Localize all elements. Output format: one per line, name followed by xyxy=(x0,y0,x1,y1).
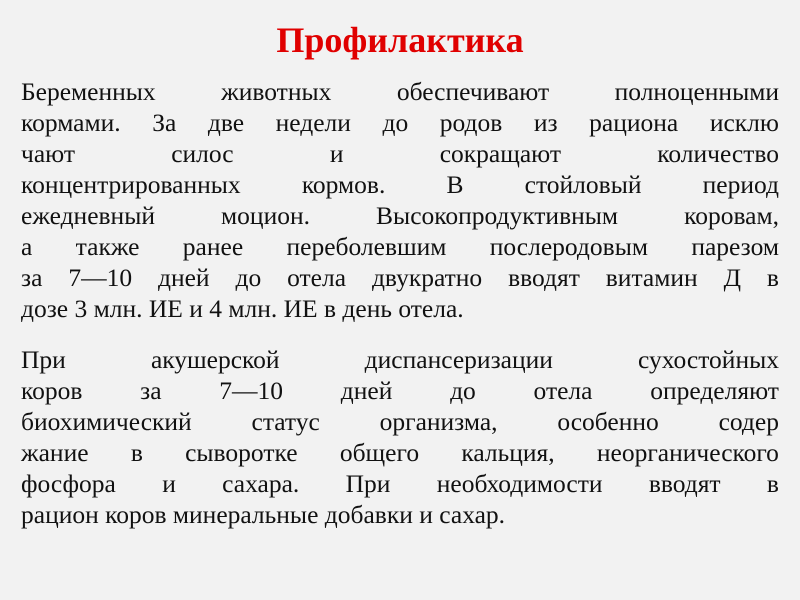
text-line: коров за 7—10 дней до отела определяют xyxy=(21,376,779,405)
text-line: кормами. За две недели до родов из рациона исклю xyxy=(21,108,779,137)
text-line: чают силос и сокращают количество xyxy=(21,139,779,168)
text-line: дозе 3 млн. ИЕ и 4 млн. ИЕ в день отела. xyxy=(21,294,464,323)
text-line: за 7—10 дней до отела двукратно вводят витамин Д в xyxy=(21,263,779,292)
text-line: Беременных животных обеспечивают полноценными xyxy=(21,77,779,106)
slide-body xyxy=(21,76,779,530)
text-line: концентрированных кормов. В стойловый период xyxy=(21,170,779,199)
paragraph-gap xyxy=(21,324,779,344)
text-line: фосфора и сахара. При необходимости вводят в xyxy=(21,469,779,498)
text-line: ежедневный моцион. Высокопродуктивным коровам, xyxy=(21,201,779,230)
text-line: а также ранее переболевшим послеродовым парезом xyxy=(21,232,779,261)
text-line: жание в сыворотке общего кальция, неорганического xyxy=(21,438,779,467)
text-line: рацион коров минеральные добавки и сахар. xyxy=(21,500,506,529)
slide-title: Профилактика xyxy=(276,20,524,60)
text-line: биохимический статус организма, особенно содер xyxy=(21,407,779,436)
text-line: При акушерской диспансеризации сухостойных xyxy=(21,345,779,374)
paragraph xyxy=(21,76,779,324)
paragraph xyxy=(21,344,779,530)
